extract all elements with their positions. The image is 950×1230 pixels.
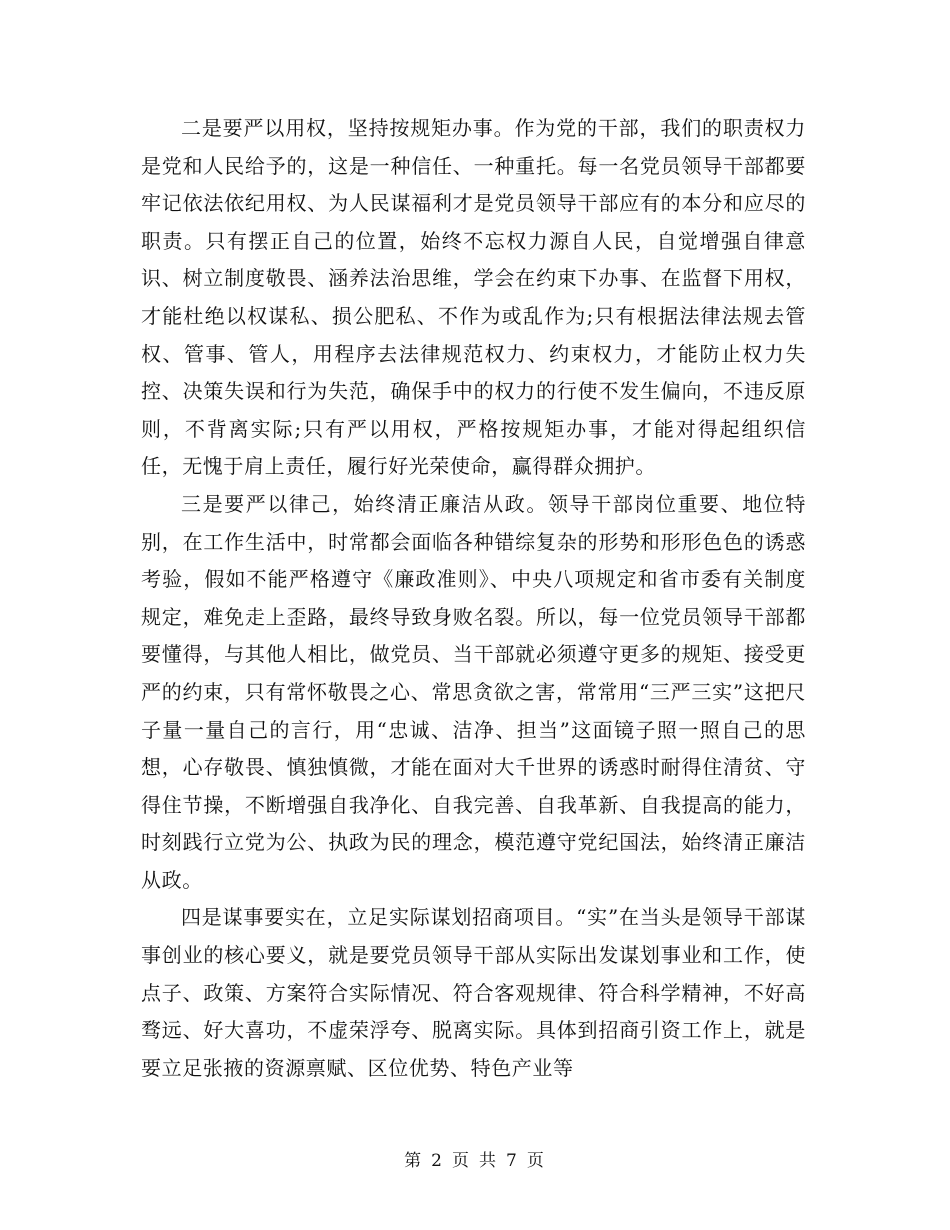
footer-prefix: 第	[404, 1151, 424, 1171]
paragraph-2: 二是要严以用权，坚持按规矩办事。作为党的干部，我们的职责权力是党和人民给予的，这是一种信任、一种重托。每一名党员领导干部都要牢记依法依纪用权、为人民谋福利才是党员领导干部应有的本分和应尽的职责。只有摆正自己的位置，始终不忘权力源自人民，自觉增强自律意识、树立制度敬畏、涵养法治思维，学会在约束下办事、在监督下用权，才能杜绝以权谋私、损公肥私、不作为或乱作为;只有根据法律法规去管权、管事、管人，用程序去法律规范权力、约束权力，才能防止权力失控、决策失误和行为失范，确保手中的权力的行使不发生偏向，不违反原则，不背离实际;只有严以用权，严格按规矩办事，才能对得起组织信任，无愧于肩上责任，履行好光荣使命，赢得群众拥护。	[141, 116, 806, 479]
footer-total-word: 共	[479, 1151, 498, 1171]
document-body	[141, 110, 806, 1087]
footer-suffix: 页	[526, 1151, 546, 1171]
page-number-footer	[0, 1146, 950, 1171]
footer-page-word: 页	[452, 1151, 471, 1171]
total-page-number: 7	[506, 1151, 519, 1171]
paragraph-3: 三是要严以律己，始终清正廉洁从政。领导干部岗位重要、地位特别，在工作生活中，时常都会面临各种错综复杂的形势和形形色色的诱惑考验，假如不能严格遵守《廉政准则》、中央八项规定和省市委有关制度规定，难免走上歪路，最终导致身败名裂。所以，每一位党员领导干部都要懂得，与其他人相比，做党员、当干部就必须遵守更多的规矩、接受更严的约束，只有常怀敬畏之心、常思贪欲之害，常常用“三严三实”这把尺子量一量自己的言行，用“忠诚、洁净、担当”这面镜子照一照自己的思想，心存敬畏、慎独慎微，才能在面对大千世界的诱惑时耐得住清贫、守得住节操，不断增强自我净化、自我完善、自我革新、自我提高的能力，时刻践行立党为公、执政为民的理念，模范遵守党纪国法，始终清正廉洁从政。	[141, 491, 806, 892]
current-page-number: 2	[431, 1151, 444, 1171]
paragraph-4: 四是谋事要实在，立足实际谋划招商项目。“实”在当头是领导干部谋事创业的核心要义，就是要党员领导干部从实际出发谋划事业和工作，使点子、政策、方案符合实际情况、符合客观规律、符合科学精神，不好高骛远、好大喜功，不虚荣浮夸、脱离实际。具体到招商引资工作上，就是要立足张掖的资源禀赋、区位优势、特色产业等	[141, 905, 806, 1080]
